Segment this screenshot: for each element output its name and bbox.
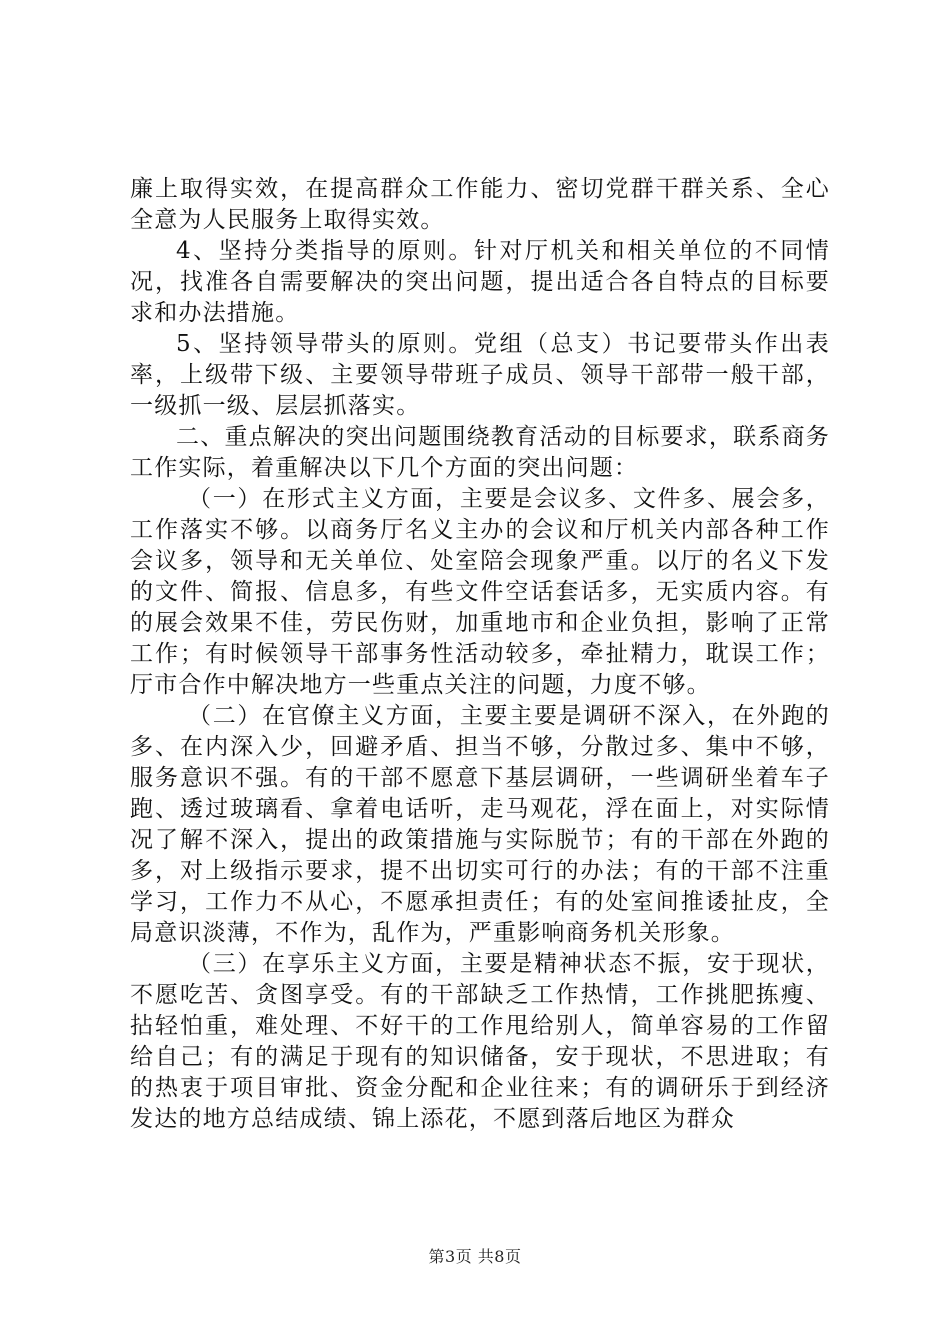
paragraph-section-2-heading: 二、重点解决的突出问题围绕教育活动的目标要求，联系商务工作实际，着重解决以下几个方面的突出问题： bbox=[130, 424, 830, 481]
paragraph-principle-5: 5、坚持领导带头的原则。党组（总支）书记要带头作出表率，上级带下级、主要领导带班子成员、领导干部带一般干部，一级抓一级、层层抓落实。 bbox=[130, 331, 830, 419]
paragraph-bureaucratism: （二）在官僚主义方面，主要主要是调研不深入，在外跑的多、在内深入少，回避矛盾、担当不够，分散过多、集中不够，服务意识不强。有的干部不愿意下基层调研，一些调研坐着车子跑、透过玻璃看、拿着电话听，走马观花，浮在面上，对实际情况了解不深入，提出的政策措施与实际脱节；有的干部在外跑的多，对上级指示要求，提不出切实可行的办法；有的干部不注重学习，工作力不从心，不愿承担责任；有的处室间推诿扯皮，全局意识淡薄，不作为，乱作为，严重影响商务机关形象。 bbox=[130, 703, 830, 946]
paragraph-hedonism: （三）在享乐主义方面，主要是精神状态不振，安于现状，不愿吃苦、贪图享受。有的干部缺乏工作热情，工作挑肥拣瘦、拈轻怕重，难处理、不好干的工作甩给别人，简单容易的工作留给自己；有的满足于现有的知识储备，安于现状，不思进取；有的热衷于项目审批、资金分配和企业往来；有的调研乐于到经济发达的地方总结成绩、锦上添花，不愿到落后地区为群众 bbox=[130, 951, 830, 1132]
paragraph-formalism: （一）在形式主义方面，主要是会议多、文件多、展会多，工作落实不够。以商务厅名义主办的会议和厅机关内部各种工作会议多，领导和无关单位、处室陪会现象严重。以厅的名义下发的文件、简报、信息多，有些文件空话套话多，无实质内容。有的展会效果不佳，劳民伤财，加重地市和企业负担，影响了正常工作；有时候领导干部事务性活动较多，牵扯精力，耽误工作；厅市合作中解决地方一些重点关注的问题，力度不够。 bbox=[130, 486, 830, 698]
paragraph-principle-4: 4、坚持分类指导的原则。针对厅机关和相关单位的不同情况，找准各自需要解决的突出问题，提出适合各自特点的目标要求和办法措施。 bbox=[130, 238, 830, 326]
page-footer: 第3页 共8页 bbox=[428, 1247, 522, 1266]
body-text bbox=[130, 174, 830, 1135]
paragraph-continuation: 廉上取得实效，在提高群众工作能力、密切党群干群关系、全心全意为人民服务上取得实效。 bbox=[130, 176, 830, 233]
